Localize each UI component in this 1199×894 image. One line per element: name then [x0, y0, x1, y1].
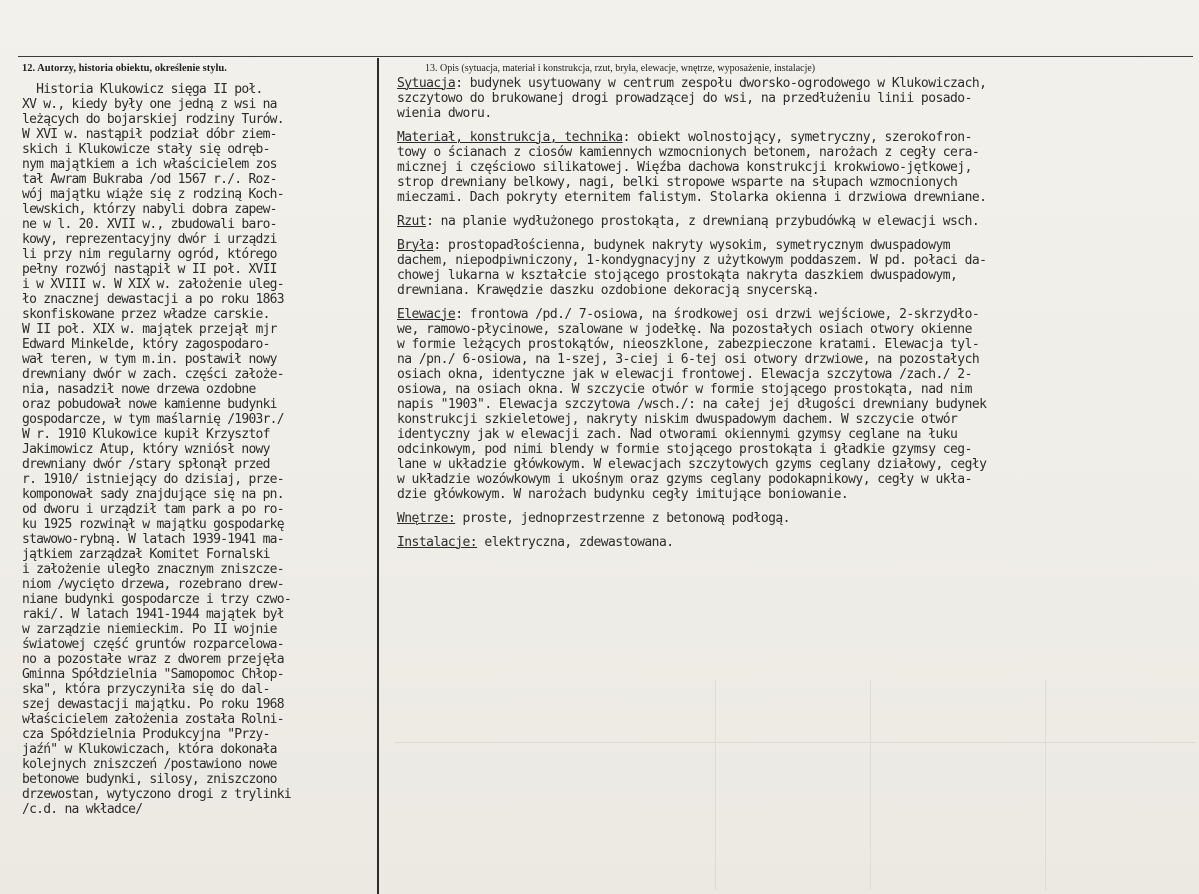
- history-line: drewniany dwór w zach. części założe-: [22, 367, 284, 382]
- section-first-line: [397, 511, 1193, 526]
- section-first-line: [397, 307, 1193, 322]
- history-line: ło znacznej dewastacji a po roku 1863: [22, 292, 284, 307]
- section-first-line: [397, 535, 1193, 550]
- section-label: Instalacje:: [397, 535, 478, 550]
- history-line: tał Awram Bukraba /od 1567 r./. Roz-: [22, 172, 277, 187]
- history-line: skich i Klukowicze stały się odręb-: [22, 142, 270, 157]
- section-line: strop drewniany belkowy, nagi, belki stropowe wsparte na słupach wzmocnionych: [397, 175, 958, 190]
- history-line: jątkiem zarządzał Komitet Fornalski: [22, 547, 270, 562]
- section-line: na /pn./ 6-osiowa, na 1-szej, 3-ciej i 6-tej osi otwory drzwiowe, na pozostałych: [397, 352, 980, 367]
- history-line: w zarządzie niemieckim. Po II wojnie: [22, 622, 277, 637]
- section-line: we, ramowo-płycinowe, szalowane w jodełkę. Na pozostałych osiach otwory okienne: [397, 322, 972, 337]
- history-line: właścicielem założenia została Rolni-: [22, 712, 284, 727]
- history-line: szej dewastacji majątku. Po roku 1968: [22, 697, 284, 712]
- section-first-line: [397, 76, 1193, 91]
- section-line: lane w układzie główkowym. W elewacjach szczytowych gzyms ceglany działowy, cegły: [397, 457, 987, 472]
- history-line: ne w l. 20. XVII w., zbudowali baro-: [22, 217, 277, 232]
- description-section: [397, 535, 1193, 550]
- section-line: wienia dworu.: [397, 106, 492, 121]
- section-line: konstrukcji szkieletowej, nakryty niskim dwuspadowym dachem. W szczycie otwór: [397, 412, 958, 427]
- history-line: ska", która przyczyniła się do dal-: [22, 682, 270, 697]
- history-line: gospodarcze, w tym maślarnię /1903r./: [22, 412, 284, 427]
- section-line: w formie leżących prostokątów, nieoszklone, zabezpieczone kratami. Elewacja tyl-: [397, 337, 980, 352]
- section-label: Sytuacja: [397, 76, 456, 91]
- history-line: leżących do bojarskiej rodziny Turów.: [22, 112, 284, 127]
- section-line: szczytowo do brukowanej drogi prowadzącej do wsi, na przedłużeniu linii posado-: [397, 91, 972, 106]
- history-line: światowej część gruntów rozparcelowa-: [22, 637, 284, 652]
- history-line: lewskich, którzy nabyli dobra zapew-: [22, 202, 277, 217]
- section-line: drewniana. Krawędzie daszku ozdobione dekoracją snycerską.: [397, 283, 820, 298]
- history-line: W XVI w. nastąpił podział dóbr ziem-: [22, 127, 277, 142]
- description-section: [397, 130, 1193, 205]
- history-line: Edward Minkelde, który zagospodaro-: [22, 337, 270, 352]
- faint-guide-line: [870, 680, 871, 890]
- section-12-authors-history: [22, 61, 374, 817]
- faint-guide-line: [715, 680, 716, 890]
- section-line: chowej lukarna w kształcie stojącego prostokąta nakryta daszkiem dwuspadowym,: [397, 268, 958, 283]
- top-rule: [18, 56, 1193, 57]
- history-line: cza Spółdzielnia Produkcyjna "Przy-: [22, 727, 270, 742]
- section-line: identyczny jak w elewacji zach. Nad otworami okiennymi gzymsy ceglane na łuku: [397, 427, 958, 442]
- history-line: li przy nim regularny ogród, którego: [22, 247, 277, 262]
- faint-guide-line: [395, 742, 1195, 743]
- history-line: kowy, reprezentacyjny dwór i urządzi: [22, 232, 277, 247]
- history-line: ku 1925 rozwinął w majątku gospodarkę: [22, 517, 284, 532]
- section-13-description: [397, 61, 1193, 550]
- section-line: dzie główkowym. W narożach budynku cegły imitujące boniowanie.: [397, 487, 849, 502]
- history-line: /c.d. na wkładce/: [22, 802, 143, 817]
- history-line: kolejnych zniszczeń /postawiono nowe: [22, 757, 277, 772]
- faint-guide-line: [1045, 680, 1046, 890]
- section-text: proste, jednoprzestrzenne z betonową podłogą.: [455, 511, 790, 526]
- history-line: pełny rozwój nastąpił w II poł. XVII: [22, 262, 277, 277]
- section-12-heading: 12. Autorzy, historia obiektu, określenie stylu.: [22, 63, 227, 74]
- history-line: skonfiskowane przez władze carskie.: [22, 307, 270, 322]
- section-label: Wnętrze:: [397, 511, 456, 526]
- history-line: XV w., kiedy były one jedną z wsi na: [22, 97, 277, 112]
- history-line: stawowo-rybną. W latach 1939-1941 ma-: [22, 532, 284, 547]
- section-line: micznej i częściowo silikatowej. Więźba dachowa konstrukcji krokwiowo-jętkowej,: [397, 160, 972, 175]
- history-line: Gminna Spółdzielnia "Samopomoc Chłop-: [22, 667, 284, 682]
- history-line: Historia Klukowicz sięga II poł.: [22, 82, 263, 97]
- section-label: Rzut: [397, 214, 427, 229]
- section-line: w układzie wozówkowym i ukośnym oraz gzyms ceglany podokapnikowy, cegły w ukła-: [397, 472, 972, 487]
- history-line: betonowe budynki, silosy, zniszczono: [22, 772, 277, 787]
- history-line: niom /wycięto drzewa, rozebrano drew-: [22, 577, 284, 592]
- section-first-line: [397, 214, 1193, 229]
- section-13-heading: 13. Opis (sytuacja, materiał i konstrukcja, rzut, bryła, elewacje, wnętrze, wyposażenie, instalacje): [425, 63, 816, 74]
- section-first-line: [397, 238, 1193, 253]
- section-text: : budynek usytuowany w centrum zespołu dworsko-ogrodowego w Klukowiczach,: [455, 76, 987, 91]
- description-section: [397, 76, 1193, 121]
- history-line: oraz pobudował nowe kamienne budynki: [22, 397, 277, 412]
- section-line: osiowa, na osiach okna. W szczycie otwór w formie stojącego prostokąta, nad nim: [397, 382, 972, 397]
- section-line: napis "1903". Elewacja szczytowa /wsch./: na całej jej długości drewniany budynek: [397, 397, 987, 412]
- section-line: osiach okna, identyczne jak w elewacji frontowej. Elewacja szczytowa /zach./ 2-: [397, 367, 972, 382]
- history-line: komponował sady znajdujące się na pn.: [22, 487, 284, 502]
- history-line: Jakimowicz Atup, który wzniósł nowy: [22, 442, 270, 457]
- section-text: elektryczna, zdewastowana.: [477, 535, 674, 550]
- history-line: nym majątkiem a ich właścicielem zos: [22, 157, 277, 172]
- history-line: wał teren, w tym m.in. postawił nowy: [22, 352, 277, 367]
- description-section: [397, 307, 1193, 502]
- section-line: towy o ścianach z ciosów kamiennych wzmocnionych betonem, narożach z cegły cera-: [397, 145, 980, 160]
- history-line: jaźń" w Klukowiczach, która dokonała: [22, 742, 277, 757]
- column-divider: [377, 58, 379, 894]
- section-label: Materiał, konstrukcja, technika: [397, 130, 623, 145]
- description-section: [397, 511, 1193, 526]
- history-line: i w XVIII w. W XIX w. założenie uleg-: [22, 277, 284, 292]
- section-line: odcinkowym, pod nimi blendy w formie stojącego prostokąta i gładkie gzymsy ceg-: [397, 442, 972, 457]
- section-text: : obiekt wolnostojący, symetryczny, szerokofron-: [622, 130, 972, 145]
- section-first-line: [397, 130, 1193, 145]
- history-line: no a pozostałe wraz z dworem przejęła: [22, 652, 284, 667]
- history-line: nia, nasadził nowe drzewa ozdobne: [22, 382, 256, 397]
- history-line: raki/. W latach 1941-1944 majątek był: [22, 607, 284, 622]
- section-label: Bryła: [397, 238, 434, 253]
- description-section: [397, 214, 1193, 229]
- history-line: drewniany dwór /stary spłonął przed: [22, 457, 270, 472]
- history-line: r. 1910/ istniejący do dzisiaj, prze-: [22, 472, 284, 487]
- description-sections: [397, 76, 1193, 550]
- history-line: drzewostan, wytyczono drogi z trylinki: [22, 787, 291, 802]
- history-line: W II poł. XIX w. majątek przejął mjr: [22, 322, 277, 337]
- history-line: od dworu i urządził tam park a po ro-: [22, 502, 284, 517]
- history-line: niane budynki gospodarcze i trzy czwo-: [22, 592, 291, 607]
- section-line: dachem, niepodpiwniczony, 1-kondygnacyjny z użytkowym poddaszem. W pd. połaci da-: [397, 253, 987, 268]
- description-section: [397, 238, 1193, 298]
- section-label: Elewacje: [397, 307, 456, 322]
- section-text: : frontowa /pd./ 7-osiowa, na środkowej osi drzwi wejściowe, 2-skrzydło-: [455, 307, 980, 322]
- section-text: : na planie wydłużonego prostokąta, z drewnianą przybudówką w elewacji wsch.: [426, 214, 980, 229]
- section-text: : prostopadłościenna, budynek nakryty wysokim, symetrycznym dwuspadowym: [433, 238, 951, 253]
- history-line: W r. 1910 Klukowice kupił Krzysztof: [22, 427, 270, 442]
- section-line: mieczami. Dach pokryty eternitem falistym. Stolarka okienna i drzwiowa drewniane.: [397, 190, 987, 205]
- history-text: [22, 82, 374, 817]
- history-line: wój majątku wiąże się z rodziną Koch-: [22, 187, 284, 202]
- history-line: i założenie uległo znacznym zniszcze-: [22, 562, 284, 577]
